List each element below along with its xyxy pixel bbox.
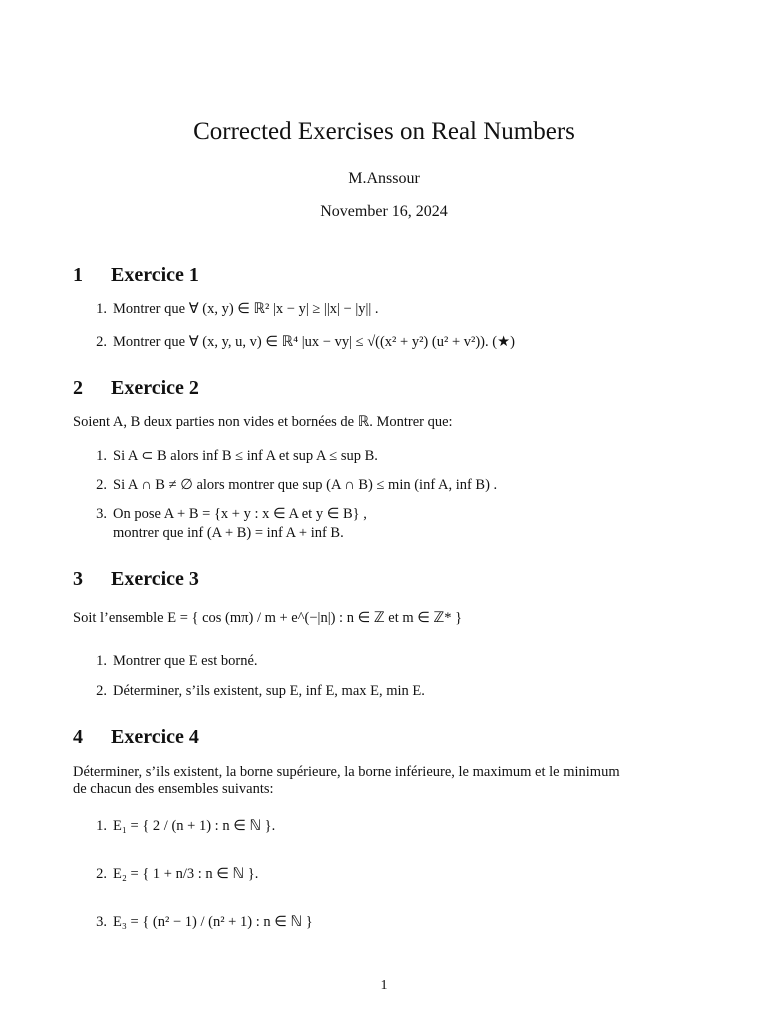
section-number: 3 <box>73 568 83 590</box>
section-title: Exercice 4 <box>111 726 199 748</box>
item-text: Si A ∩ B ≠ ∅ alors montrer que sup (A ∩ B) ≤ min (inf A, inf B) . <box>113 477 498 493</box>
item-text: E₃ = { (n² − 1) / (n² + 1) : n ∈ ℕ } <box>113 914 313 930</box>
item-number: 2. <box>96 477 107 493</box>
item-text: E₂ = { 1 + n/3 : n ∈ ℕ }. <box>113 866 259 882</box>
item-number: 1. <box>96 448 107 464</box>
paragraph-line: de chacun des ensembles suivants: <box>73 781 274 797</box>
section-title: Exercice 2 <box>111 377 199 399</box>
list-item <box>87 818 275 835</box>
section-heading <box>73 264 199 287</box>
list-item <box>87 448 378 465</box>
item-number: 1. <box>96 818 107 834</box>
item-number: 3. <box>96 914 107 930</box>
item-text: Si A ⊂ B alors inf B ≤ inf A et sup A ≤ sup B. <box>113 448 378 464</box>
item-number: 3. <box>96 506 107 522</box>
item-number: 1. <box>96 653 107 669</box>
paragraph-line: Déterminer, s’ils existent, la borne supérieure, la borne inférieure, le maximum et le minimum <box>73 764 620 780</box>
section-title: Exercice 3 <box>111 568 199 590</box>
paragraph: Soit l’ensemble E = { cos (mπ) / m + e^(−|n|) : n ∈ ℤ et m ∈ ℤ* } <box>73 610 463 626</box>
section-heading <box>73 377 199 400</box>
document-title: Corrected Exercises on Real Numbers <box>193 118 575 145</box>
date: November 16, 2024 <box>320 203 448 220</box>
item-text: E₁ = { 2 / (n + 1) : n ∈ ℕ }. <box>113 818 276 834</box>
list-item-continuation: montrer que inf (A + B) = inf A + inf B. <box>113 525 344 541</box>
item-number: 2. <box>96 334 107 350</box>
list-item <box>87 683 425 700</box>
author: M.Anssour <box>348 170 420 187</box>
section-heading <box>73 726 199 749</box>
item-text: Montrer que ∀ (x, y, u, v) ∈ ℝ⁴ |ux − vy| ≤ √((x² + y²) (u² + v²)). (★) <box>113 334 515 350</box>
list-item <box>87 866 258 883</box>
item-text: Montrer que ∀ (x, y) ∈ ℝ² |x − y| ≥ ||x| − |y|| . <box>113 301 379 317</box>
list-item <box>87 506 367 523</box>
list-item <box>87 301 379 318</box>
list-item <box>87 334 515 351</box>
section-number: 4 <box>73 726 83 748</box>
list-item <box>87 477 497 494</box>
item-number: 2. <box>96 683 107 699</box>
paragraph: Soient A, B deux parties non vides et bornées de ℝ. Montrer que: <box>73 414 453 430</box>
item-text: Déterminer, s’ils existent, sup E, inf E, max E, min E. <box>113 683 425 699</box>
item-number: 1. <box>96 301 107 317</box>
item-text: On pose A + B = {x + y : x ∈ A et y ∈ B} , <box>113 506 367 522</box>
item-text: Montrer que E est borné. <box>113 653 258 669</box>
page-number: 1 <box>380 978 388 993</box>
section-title: Exercice 1 <box>111 264 199 286</box>
section-heading <box>73 568 199 591</box>
list-item <box>87 914 313 931</box>
section-number: 2 <box>73 377 83 399</box>
section-number: 1 <box>73 264 83 286</box>
item-number: 2. <box>96 866 107 882</box>
list-item <box>87 653 258 670</box>
